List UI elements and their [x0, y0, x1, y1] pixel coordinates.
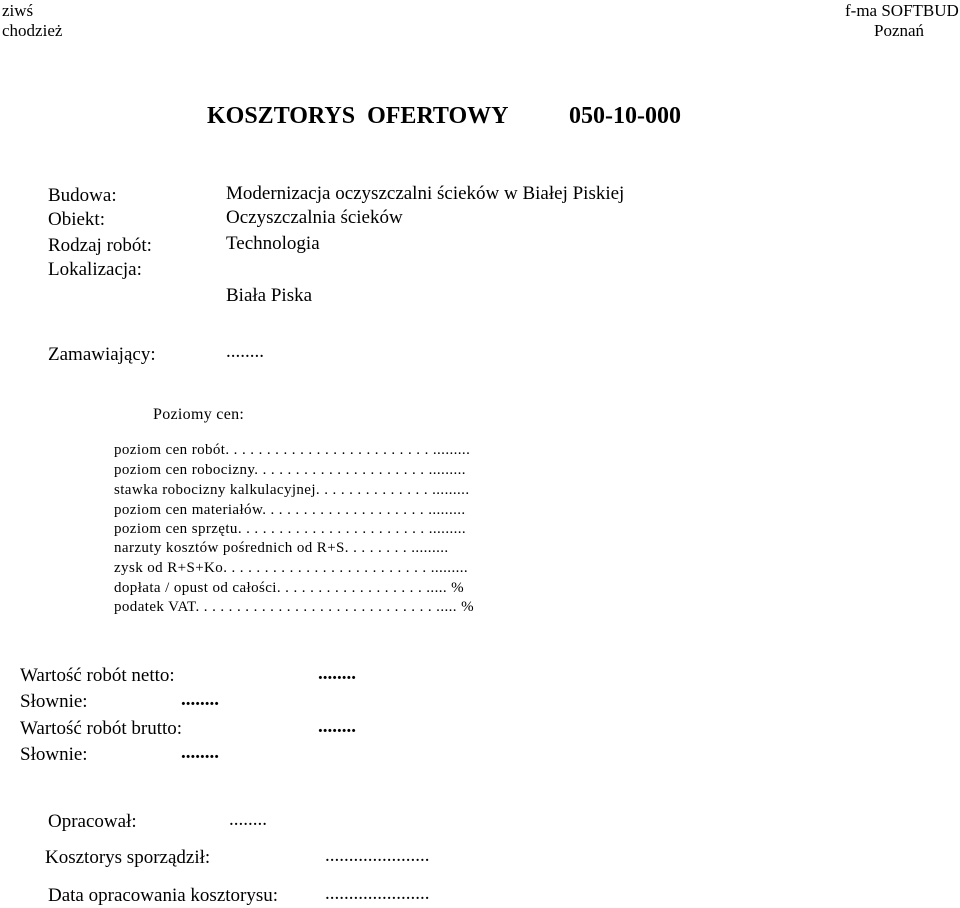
budowa-value: Modernizacja oczyszczalni ścieków w Białej Piskiej	[226, 183, 625, 204]
obiekt-label: Obiekt:	[48, 209, 105, 230]
kosztorys-sporzadzil-value: ......................	[325, 845, 430, 866]
lokalizacja-label: Lokalizacja:	[48, 259, 142, 280]
poziom-row: poziom cen materiałów. . . . . . . . . . . . . . . . . . . . .........	[114, 502, 466, 518]
slownie-brutto-value: ........	[181, 742, 219, 763]
rodzaj-robot-label: Rodzaj robót:	[48, 235, 152, 256]
wartosc-brutto-value: ........	[318, 716, 356, 737]
poziom-row: poziom cen robocizny. . . . . . . . . . . . . . . . . . . . . .........	[114, 462, 466, 478]
slownie-netto-value: ........	[181, 689, 219, 710]
budowa-label: Budowa:	[48, 185, 117, 206]
lokalizacja-value: Biała Piska	[226, 285, 313, 306]
poziom-row: poziom cen robót. . . . . . . . . . . . . . . . . . . . . . . . . .........	[114, 442, 471, 458]
obiekt-value: Oczyszczalnia ścieków	[226, 207, 403, 228]
data-opracowania-value: ......................	[325, 883, 430, 904]
header-right-line1: f-ma SOFTBUD	[845, 1, 959, 20]
poziomy-cen-heading: Poziomy cen:	[153, 406, 245, 423]
wartosc-netto-label: Wartość robót netto:	[20, 665, 175, 686]
opracowal-label: Opracował:	[48, 811, 137, 832]
poziom-row: zysk od R+S+Ko. . . . . . . . . . . . . . . . . . . . . . . . . .........	[114, 560, 469, 576]
header-left-line2: chodzież	[2, 21, 63, 40]
page-title: KOSZTORYS OFERTOWY	[207, 103, 509, 129]
rodzaj-robot-value: Technologia	[226, 233, 320, 254]
poziom-row: dopłata / opust od całości. . . . . . . . . . . . . . . . . . ..... %	[114, 580, 465, 596]
poziom-row: narzuty kosztów pośrednich od R+S. . . . . . . . .........	[114, 540, 449, 556]
header-right-line2: Poznań	[874, 21, 925, 40]
opracowal-value: ........	[229, 809, 267, 830]
header-left-line1: ziwś	[2, 1, 34, 20]
slownie-netto-label: Słownie:	[20, 691, 88, 712]
zamawiajacy-value: ........	[226, 341, 264, 362]
poziom-row: poziom cen sprzętu. . . . . . . . . . . . . . . . . . . . . . . .........	[114, 521, 467, 537]
wartosc-netto-value: ........	[318, 663, 356, 684]
poziom-row: stawka robocizny kalkulacyjnej. . . . . . . . . . . . . . .........	[114, 482, 470, 498]
slownie-brutto-label: Słownie:	[20, 744, 88, 765]
data-opracowania-label: Data opracowania kosztorysu:	[48, 885, 279, 906]
kosztorys-number: 050-10-000	[569, 103, 681, 129]
kosztorys-sporzadzil-label: Kosztorys sporządził:	[45, 847, 211, 868]
poziom-row: podatek VAT. . . . . . . . . . . . . . . . . . . . . . . . . . . . . ..... %	[114, 599, 474, 615]
wartosc-brutto-label: Wartość robót brutto:	[20, 718, 183, 739]
zamawiajacy-label: Zamawiający:	[48, 344, 156, 365]
